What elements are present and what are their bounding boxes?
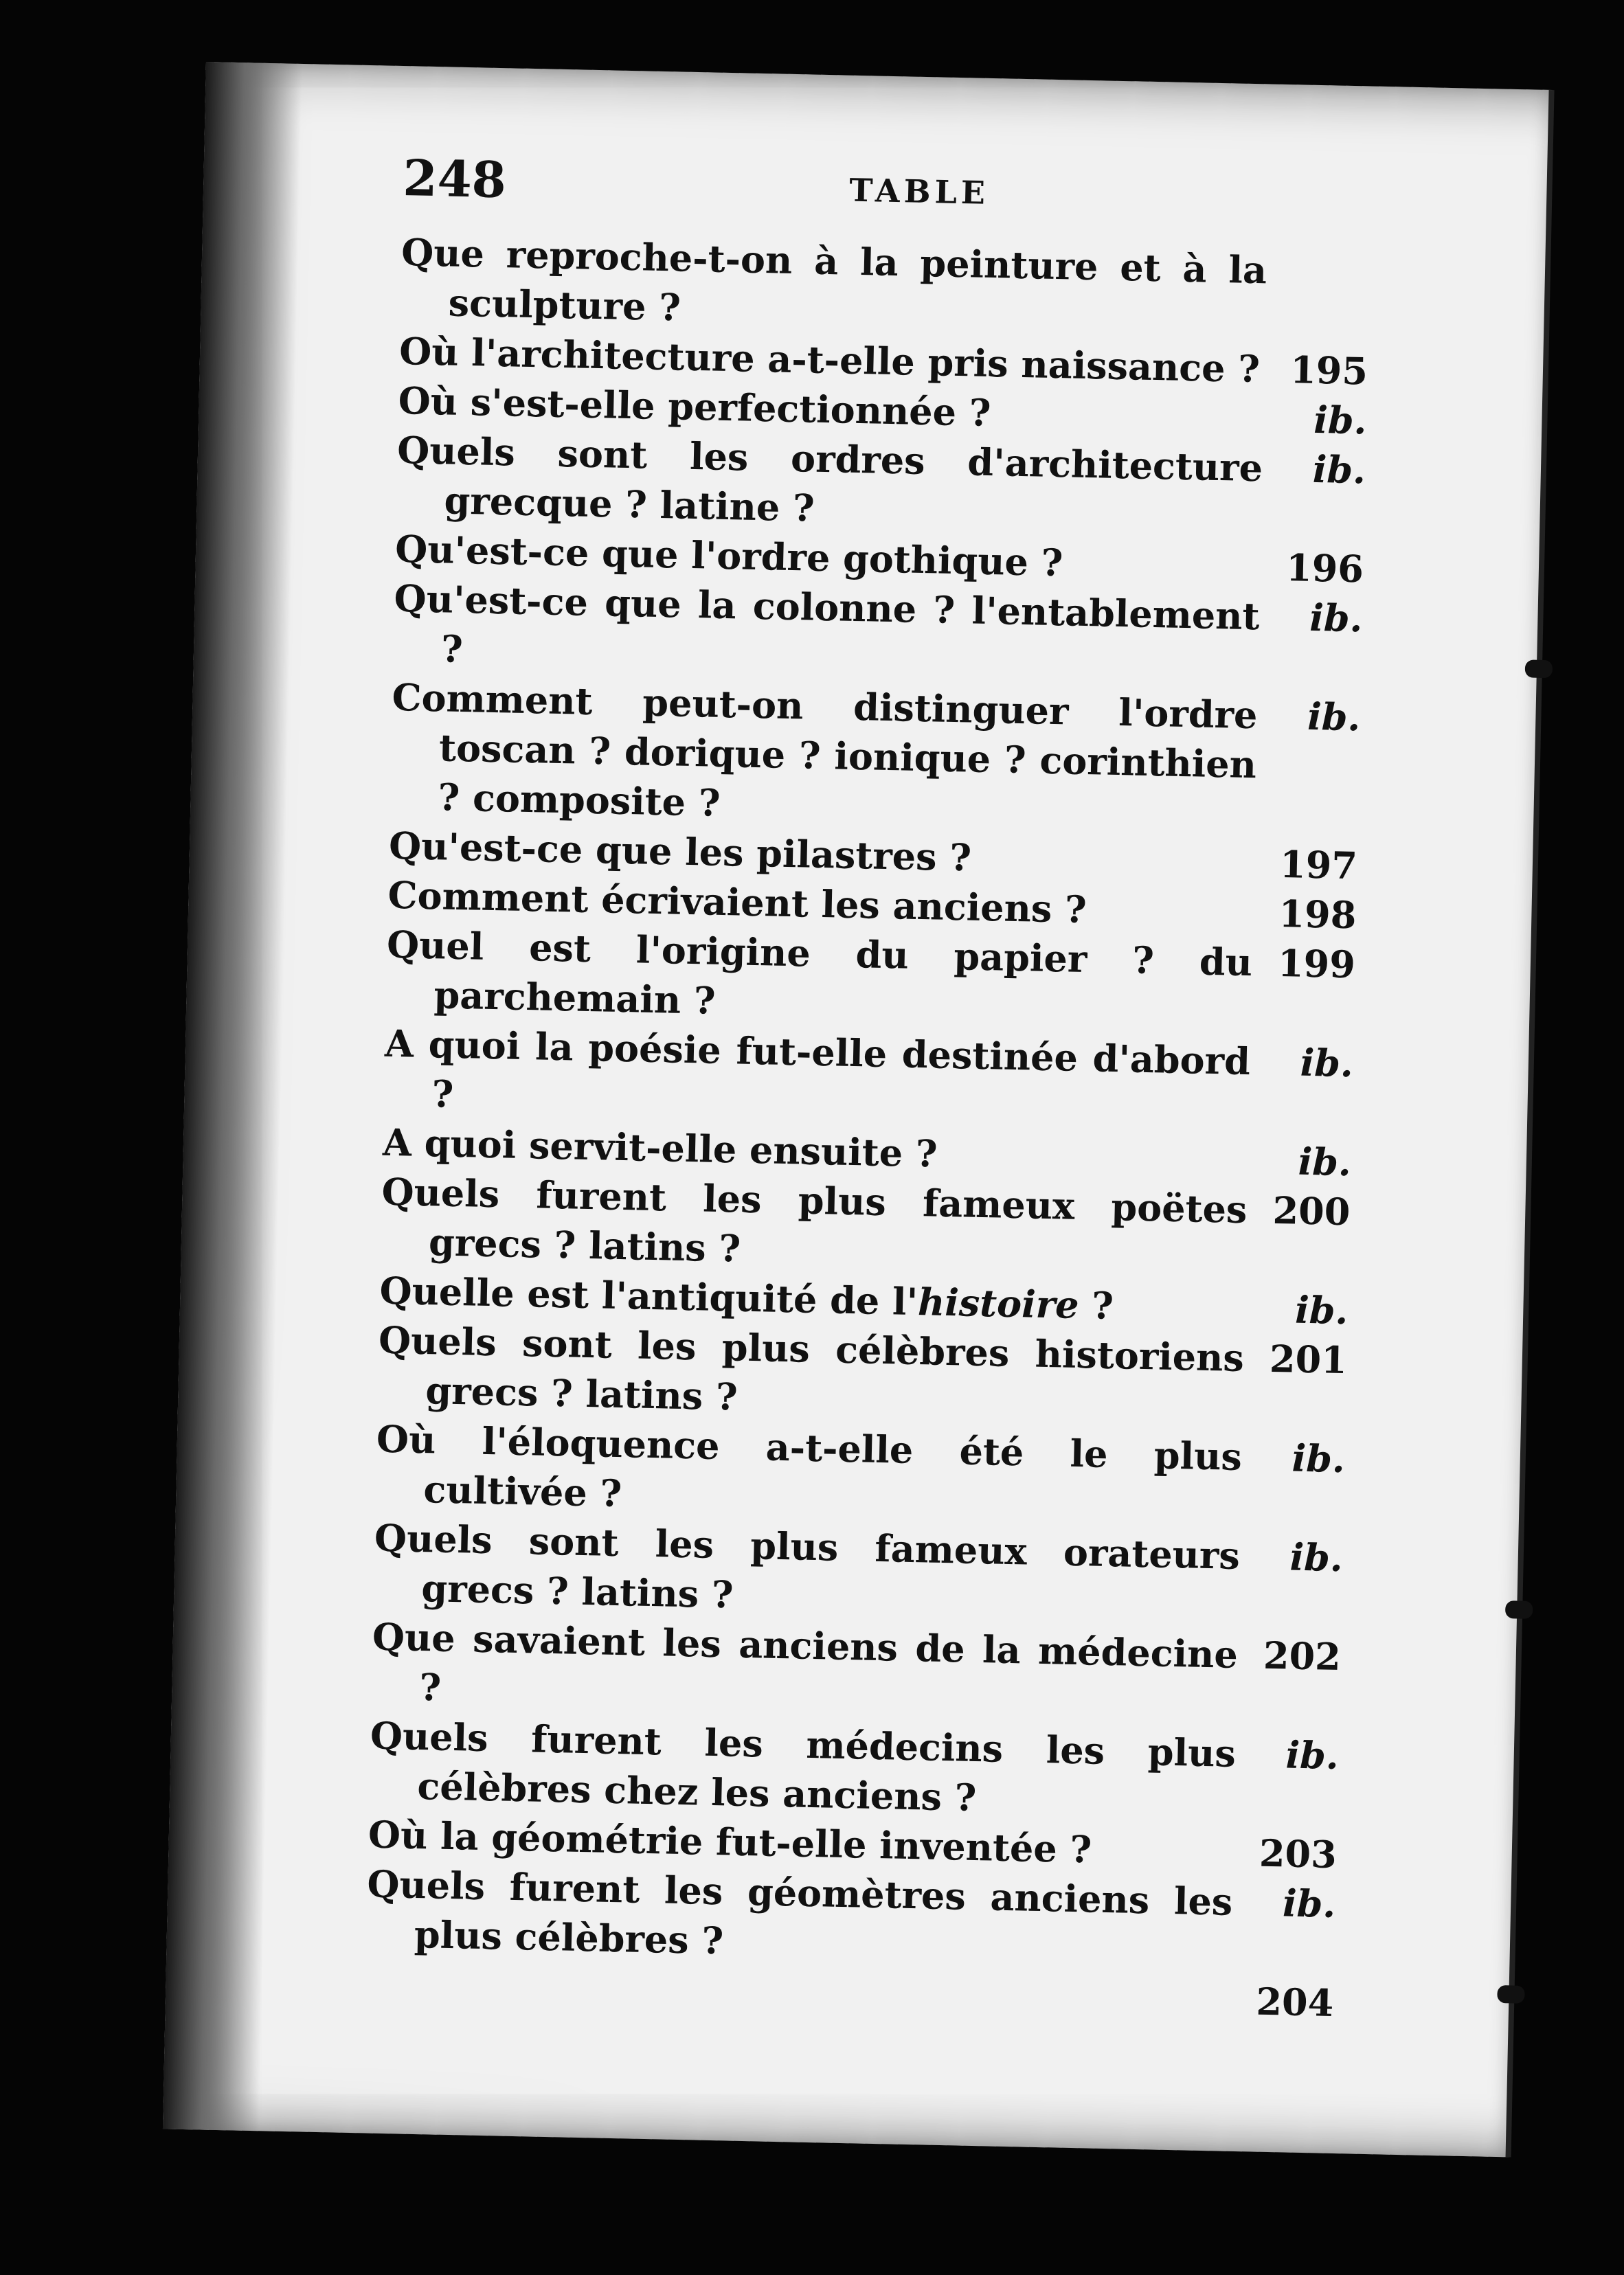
toc-question-text: ? xyxy=(1078,1283,1114,1328)
page-number: 248 xyxy=(402,148,507,210)
toc-question: Où l'éloquence a-t-elle été le plus cultivée ? xyxy=(376,1416,1243,1516)
toc-question: Quels furent les médecins les plus célèbres chez les anciens ? xyxy=(370,1713,1237,1820)
toc-question: Où l'architecture a-t-elle pris naissance ? xyxy=(398,328,1261,392)
page-header xyxy=(203,144,1550,241)
toc-page-ref: ib. xyxy=(1282,1881,1336,1927)
toc-question: Où la géométrie fut-elle inventée ? xyxy=(368,1812,1092,1872)
toc-page-ref: 195 xyxy=(1289,348,1368,394)
toc-question: Qu'est-ce que la colonne ? l'entablement ? xyxy=(394,576,1261,672)
toc-page-ref: 204 xyxy=(1255,1979,1334,2025)
binding-knot xyxy=(1497,1985,1525,2004)
toc-question: Quels sont les plus fameux orateurs grecs ? latins ? xyxy=(374,1515,1241,1617)
toc-question: Quel est l'origine du papier ? du parchemain ? xyxy=(386,922,1253,1023)
toc-page-ref: ib. xyxy=(1292,1436,1346,1482)
toc-question: A quoi servit-elle ensuite ? xyxy=(382,1120,938,1176)
binding-knot xyxy=(1525,659,1553,678)
toc-question: A quoi la poésie fut-elle destinée d'abord ? xyxy=(384,1021,1251,1116)
running-title: TABLE xyxy=(848,171,990,212)
toc-question: Quels sont les plus célèbres historiens grecs ? latins ? xyxy=(378,1317,1245,1419)
book-page xyxy=(163,62,1553,2157)
toc-page-ref: 201 xyxy=(1269,1336,1348,1383)
toc-page-ref: ib. xyxy=(1312,446,1366,493)
toc-page-ref: ib. xyxy=(1294,1287,1349,1333)
toc-question: Que savaient les anciens de la médecine ? xyxy=(372,1614,1239,1710)
toc-question: Qu'est-ce que les pilastres ? xyxy=(388,823,972,880)
toc-page-ref: ib. xyxy=(1309,595,1364,641)
toc-question: Où s'est-elle perfectionnée ? xyxy=(398,378,992,435)
toc-question: Quels furent les géomètres anciens les plus célèbres ? xyxy=(366,1861,1233,1963)
toc-question: Quels sont les ordres d'architecture grecque ? latine ? xyxy=(396,427,1263,530)
toc-page-ref: ib. xyxy=(1313,397,1368,443)
toc-question: Que reproche-t-on à la peinture et à la sculpture ? xyxy=(401,230,1267,330)
toc-page-ref: 199 xyxy=(1277,940,1356,987)
toc-page-ref: 200 xyxy=(1272,1188,1351,1234)
toc-entry xyxy=(390,672,1361,841)
toc-question: Quels furent les plus fameux poëtes grecs ? latins ? xyxy=(381,1169,1248,1271)
page-gutter xyxy=(163,62,302,2131)
toc-page-ref: ib. xyxy=(1298,1139,1352,1185)
toc-page-ref: 197 xyxy=(1279,841,1358,888)
binding-thread xyxy=(1506,90,1555,2158)
toc-page-ref: ib. xyxy=(1300,1040,1354,1086)
toc-page-ref: 203 xyxy=(1259,1831,1338,1877)
table-of-contents xyxy=(365,227,1371,2028)
toc-page-ref: ib. xyxy=(1307,694,1362,740)
toc-question: Comment écrivaient les anciens ? xyxy=(387,872,1087,932)
toc-question-text: Quelle est l'antiquité de l' xyxy=(379,1268,918,1324)
toc-page-ref: ib. xyxy=(1289,1535,1344,1581)
binding-knot xyxy=(1505,1600,1533,1619)
toc-page-ref: 196 xyxy=(1285,545,1364,591)
toc-page-ref: ib. xyxy=(1285,1732,1340,1778)
toc-page-ref: 202 xyxy=(1263,1633,1342,1679)
toc-page-ref: 198 xyxy=(1278,891,1357,938)
toc-question: Qu'est-ce que l'ordre gothique ? xyxy=(394,526,1064,585)
toc-question: Comment peut-on distinguer l'ordre toscan ? dorique ? ionique ? corinthien ? composite ? xyxy=(392,675,1259,825)
toc-question-italic: histoire xyxy=(917,1280,1080,1327)
